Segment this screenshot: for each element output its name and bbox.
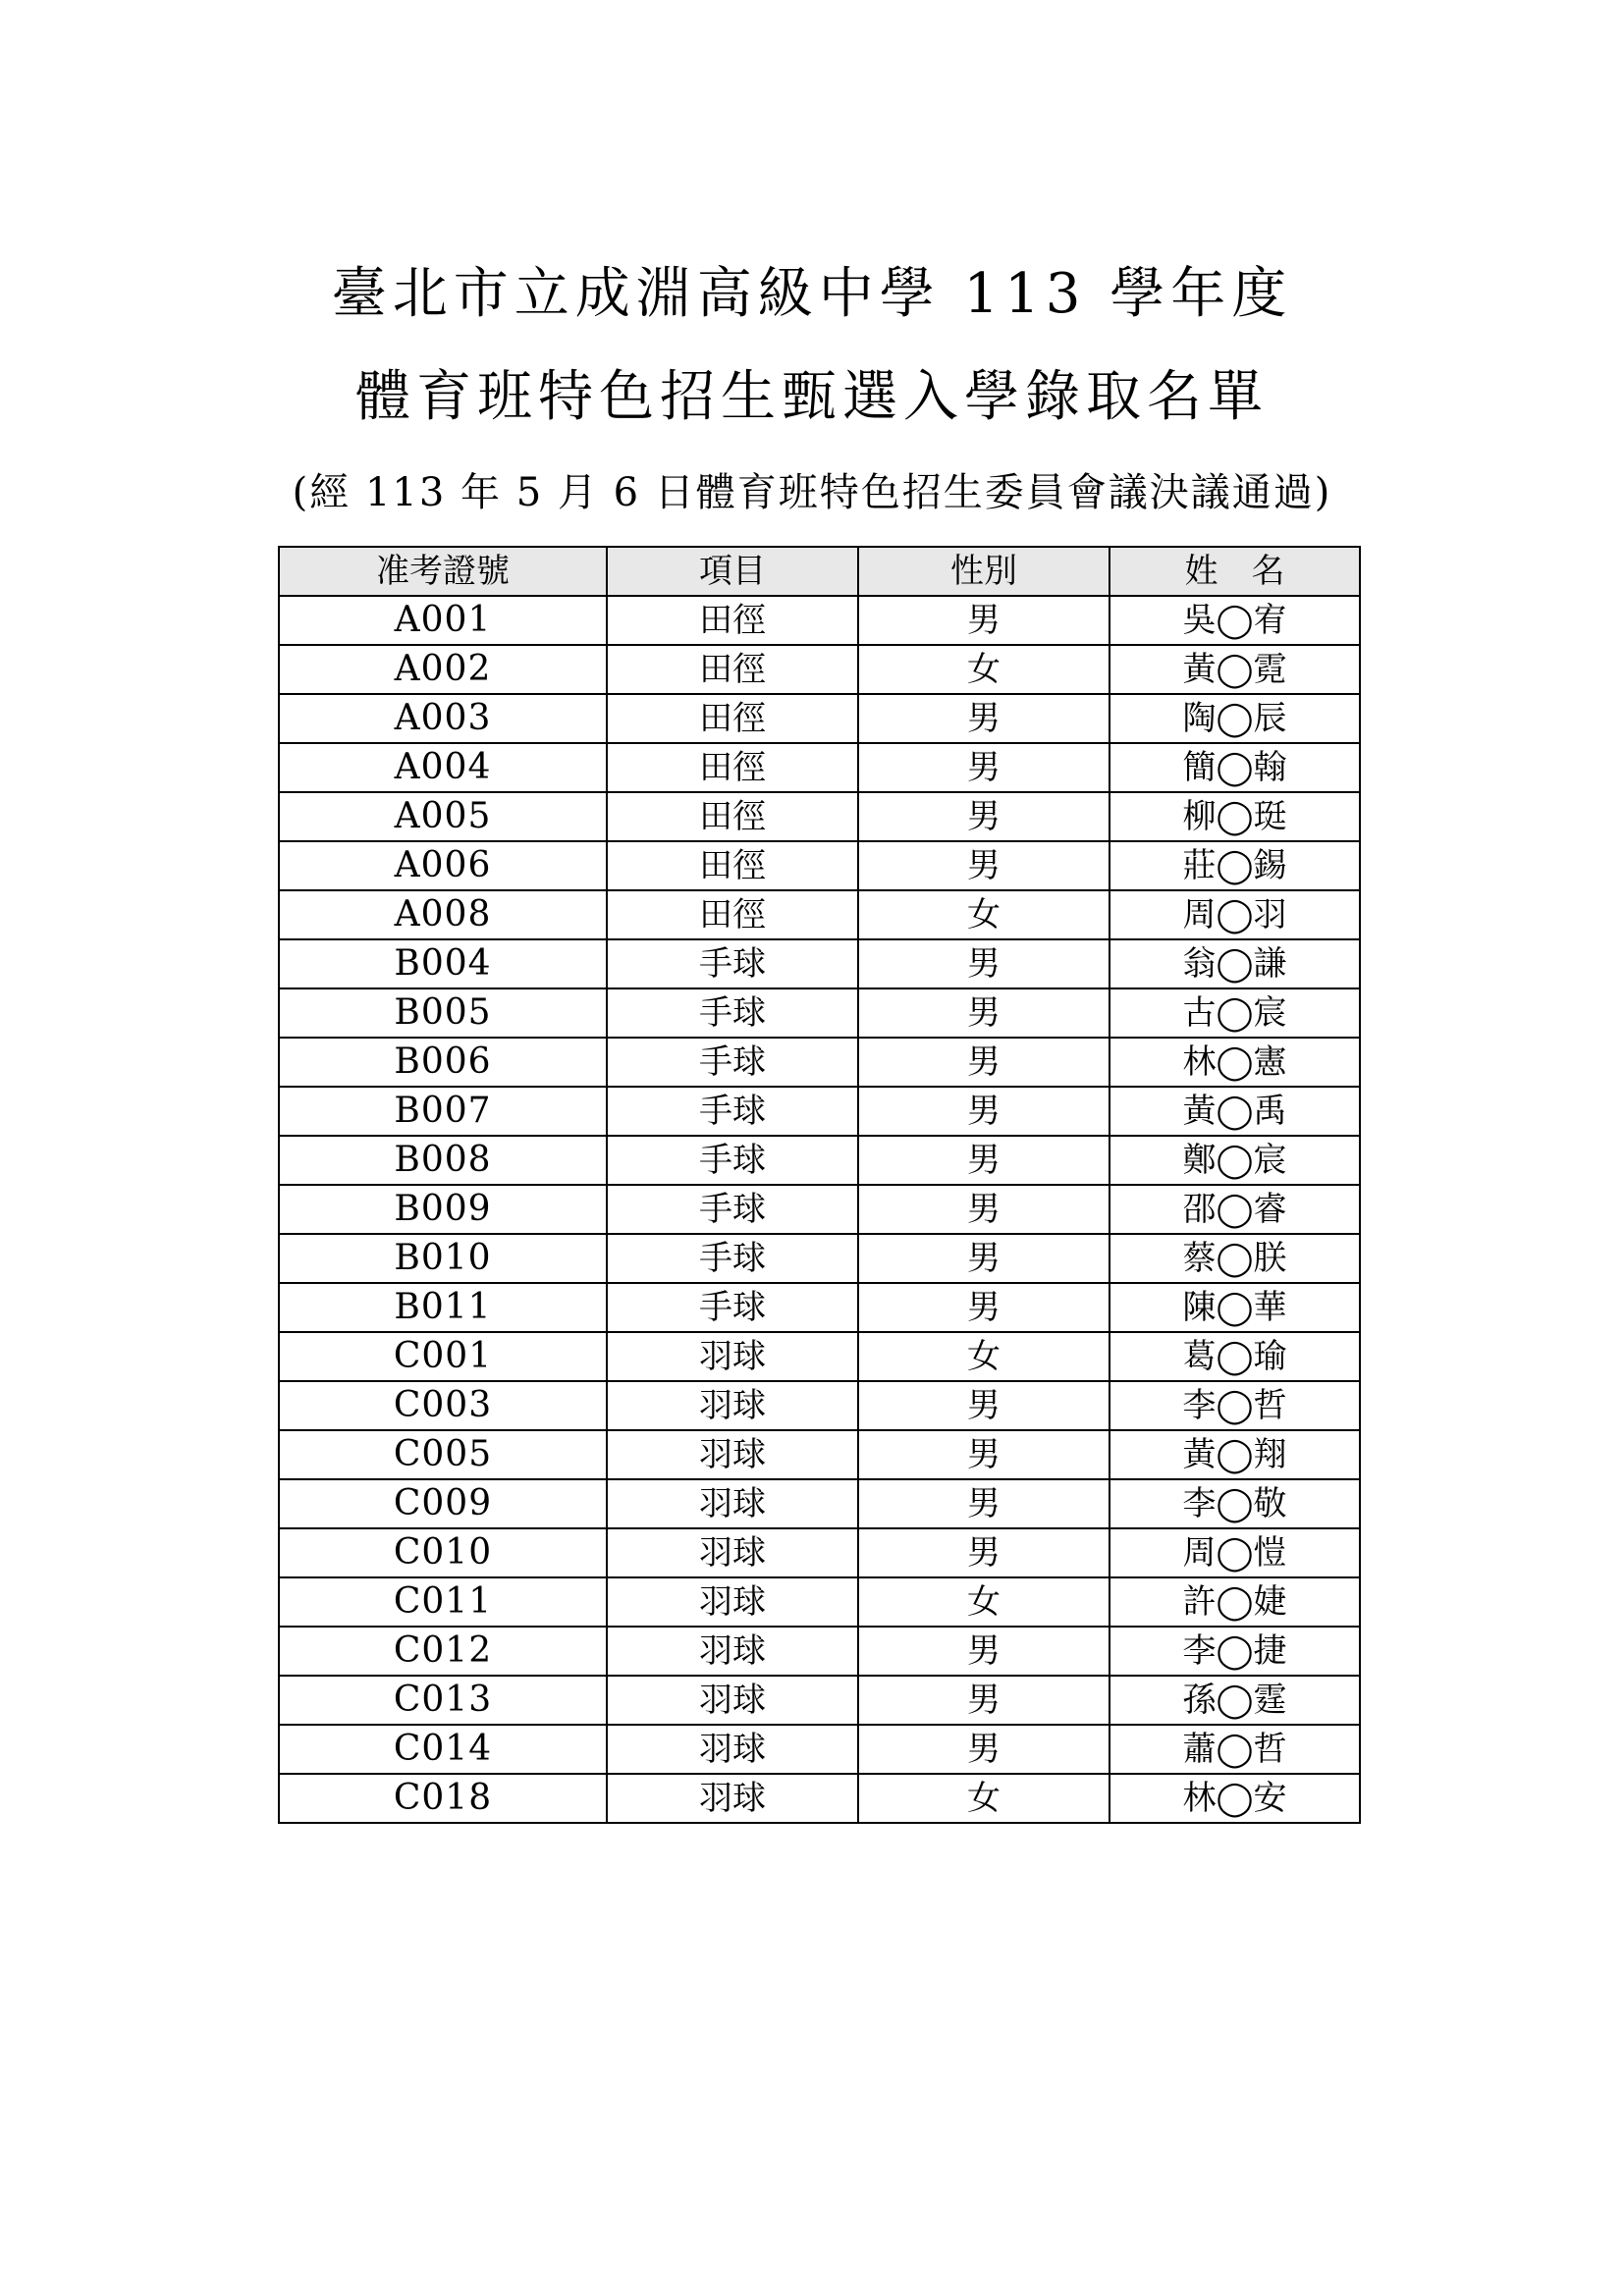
cell-sport: 田徑 <box>607 743 858 792</box>
cell-exam-number: A004 <box>279 743 607 792</box>
cell-exam-number: A001 <box>279 596 607 645</box>
document-title-line1: 臺北市立成淵高級中學 113 學年度 <box>331 262 1293 326</box>
cell-sport: 田徑 <box>607 841 858 890</box>
cell-exam-number: A008 <box>279 890 607 939</box>
cell-name: 黃◯禹 <box>1110 1087 1360 1136</box>
cell-name: 蕭◯哲 <box>1110 1725 1360 1774</box>
cell-name: 蔡◯朕 <box>1110 1234 1360 1283</box>
table-row <box>279 645 1360 694</box>
cell-sport: 羽球 <box>607 1627 858 1676</box>
cell-exam-number: C005 <box>279 1430 607 1479</box>
table-row <box>279 1528 1360 1577</box>
cell-name: 葛◯瑜 <box>1110 1332 1360 1381</box>
table-row <box>279 596 1360 645</box>
cell-exam-number: A005 <box>279 792 607 841</box>
cell-name: 陳◯華 <box>1110 1283 1360 1332</box>
cell-gender: 男 <box>858 1381 1110 1430</box>
cell-exam-number: C018 <box>279 1774 607 1823</box>
table-row <box>279 1430 1360 1479</box>
header-exam-number: 准考證號 <box>279 547 607 596</box>
cell-sport: 羽球 <box>607 1332 858 1381</box>
table-row <box>279 890 1360 939</box>
cell-name: 李◯敬 <box>1110 1479 1360 1528</box>
cell-sport: 手球 <box>607 1038 858 1087</box>
cell-gender: 男 <box>858 792 1110 841</box>
table-row <box>279 1627 1360 1676</box>
table-row <box>279 1725 1360 1774</box>
cell-sport: 羽球 <box>607 1676 858 1725</box>
cell-exam-number: B006 <box>279 1038 607 1087</box>
table-row <box>279 1038 1360 1087</box>
cell-exam-number: C012 <box>279 1627 607 1676</box>
cell-exam-number: B008 <box>279 1136 607 1185</box>
cell-name: 林◯憲 <box>1110 1038 1360 1087</box>
cell-sport: 手球 <box>607 939 858 988</box>
cell-exam-number: A003 <box>279 694 607 743</box>
cell-gender: 男 <box>858 1528 1110 1577</box>
cell-gender: 女 <box>858 645 1110 694</box>
table-row <box>279 792 1360 841</box>
cell-gender: 男 <box>858 596 1110 645</box>
cell-name: 許◯婕 <box>1110 1577 1360 1627</box>
cell-gender: 男 <box>858 1038 1110 1087</box>
cell-gender: 女 <box>858 890 1110 939</box>
table-row <box>279 1185 1360 1234</box>
cell-name: 鄭◯宸 <box>1110 1136 1360 1185</box>
cell-sport: 手球 <box>607 1136 858 1185</box>
cell-gender: 男 <box>858 939 1110 988</box>
cell-gender: 男 <box>858 988 1110 1038</box>
table-row <box>279 1087 1360 1136</box>
cell-sport: 羽球 <box>607 1577 858 1627</box>
cell-exam-number: C010 <box>279 1528 607 1577</box>
table-row <box>279 939 1360 988</box>
cell-gender: 男 <box>858 694 1110 743</box>
cell-name: 周◯愷 <box>1110 1528 1360 1577</box>
table-header-row <box>279 547 1360 596</box>
cell-name: 邵◯睿 <box>1110 1185 1360 1234</box>
table-row <box>279 1479 1360 1528</box>
cell-name: 翁◯謙 <box>1110 939 1360 988</box>
cell-exam-number: C009 <box>279 1479 607 1528</box>
cell-exam-number: C001 <box>279 1332 607 1381</box>
cell-exam-number: B005 <box>279 988 607 1038</box>
cell-sport: 田徑 <box>607 890 858 939</box>
table-row <box>279 988 1360 1038</box>
cell-gender: 男 <box>858 841 1110 890</box>
table-row <box>279 1774 1360 1823</box>
table-row <box>279 1136 1360 1185</box>
header-name: 姓 名 <box>1110 547 1360 596</box>
table-row <box>279 1234 1360 1283</box>
cell-name: 莊◯錫 <box>1110 841 1360 890</box>
table-row <box>279 841 1360 890</box>
cell-exam-number: B007 <box>279 1087 607 1136</box>
cell-gender: 女 <box>858 1332 1110 1381</box>
cell-gender: 男 <box>858 1185 1110 1234</box>
document-subtitle: (經 113 年 5 月 6 日體育班特色招生委員會議決議通過) <box>292 470 1332 515</box>
table-row <box>279 1332 1360 1381</box>
cell-name: 李◯哲 <box>1110 1381 1360 1430</box>
cell-sport: 手球 <box>607 1087 858 1136</box>
cell-gender: 男 <box>858 1725 1110 1774</box>
cell-name: 陶◯辰 <box>1110 694 1360 743</box>
cell-sport: 手球 <box>607 988 858 1038</box>
cell-gender: 男 <box>858 1136 1110 1185</box>
cell-name: 林◯安 <box>1110 1774 1360 1823</box>
cell-gender: 男 <box>858 743 1110 792</box>
cell-sport: 手球 <box>607 1234 858 1283</box>
cell-name: 黃◯霓 <box>1110 645 1360 694</box>
cell-exam-number: C014 <box>279 1725 607 1774</box>
cell-gender: 女 <box>858 1577 1110 1627</box>
cell-name: 李◯捷 <box>1110 1627 1360 1676</box>
cell-exam-number: B010 <box>279 1234 607 1283</box>
cell-name: 古◯宸 <box>1110 988 1360 1038</box>
cell-name: 柳◯珽 <box>1110 792 1360 841</box>
cell-exam-number: A002 <box>279 645 607 694</box>
cell-exam-number: B011 <box>279 1283 607 1332</box>
cell-exam-number: C003 <box>279 1381 607 1430</box>
cell-exam-number: B009 <box>279 1185 607 1234</box>
table-row <box>279 1283 1360 1332</box>
cell-gender: 男 <box>858 1479 1110 1528</box>
table-row <box>279 1577 1360 1627</box>
cell-sport: 田徑 <box>607 645 858 694</box>
cell-gender: 男 <box>858 1627 1110 1676</box>
cell-gender: 女 <box>858 1774 1110 1823</box>
cell-name: 簡◯翰 <box>1110 743 1360 792</box>
cell-sport: 羽球 <box>607 1774 858 1823</box>
admission-roster-table <box>278 546 1361 1824</box>
cell-exam-number: C013 <box>279 1676 607 1725</box>
cell-sport: 田徑 <box>607 596 858 645</box>
cell-gender: 男 <box>858 1430 1110 1479</box>
header-sport: 項目 <box>607 547 858 596</box>
cell-sport: 手球 <box>607 1283 858 1332</box>
table-row <box>279 743 1360 792</box>
table-row <box>279 1381 1360 1430</box>
cell-name: 周◯羽 <box>1110 890 1360 939</box>
cell-name: 黃◯翔 <box>1110 1430 1360 1479</box>
cell-exam-number: C011 <box>279 1577 607 1627</box>
cell-sport: 羽球 <box>607 1479 858 1528</box>
cell-sport: 田徑 <box>607 694 858 743</box>
cell-sport: 羽球 <box>607 1430 858 1479</box>
table-row <box>279 1676 1360 1725</box>
cell-sport: 羽球 <box>607 1725 858 1774</box>
cell-gender: 男 <box>858 1676 1110 1725</box>
table-row <box>279 694 1360 743</box>
cell-sport: 手球 <box>607 1185 858 1234</box>
cell-sport: 羽球 <box>607 1381 858 1430</box>
cell-name: 孫◯霆 <box>1110 1676 1360 1725</box>
cell-gender: 男 <box>858 1283 1110 1332</box>
cell-exam-number: B004 <box>279 939 607 988</box>
header-gender: 性別 <box>858 547 1110 596</box>
table-body <box>279 596 1360 1823</box>
cell-gender: 男 <box>858 1087 1110 1136</box>
document-title-line2: 體育班特色招生甄選入學錄取名單 <box>355 365 1269 429</box>
cell-sport: 羽球 <box>607 1528 858 1577</box>
cell-exam-number: A006 <box>279 841 607 890</box>
cell-name: 吳◯宥 <box>1110 596 1360 645</box>
cell-sport: 田徑 <box>607 792 858 841</box>
cell-gender: 男 <box>858 1234 1110 1283</box>
